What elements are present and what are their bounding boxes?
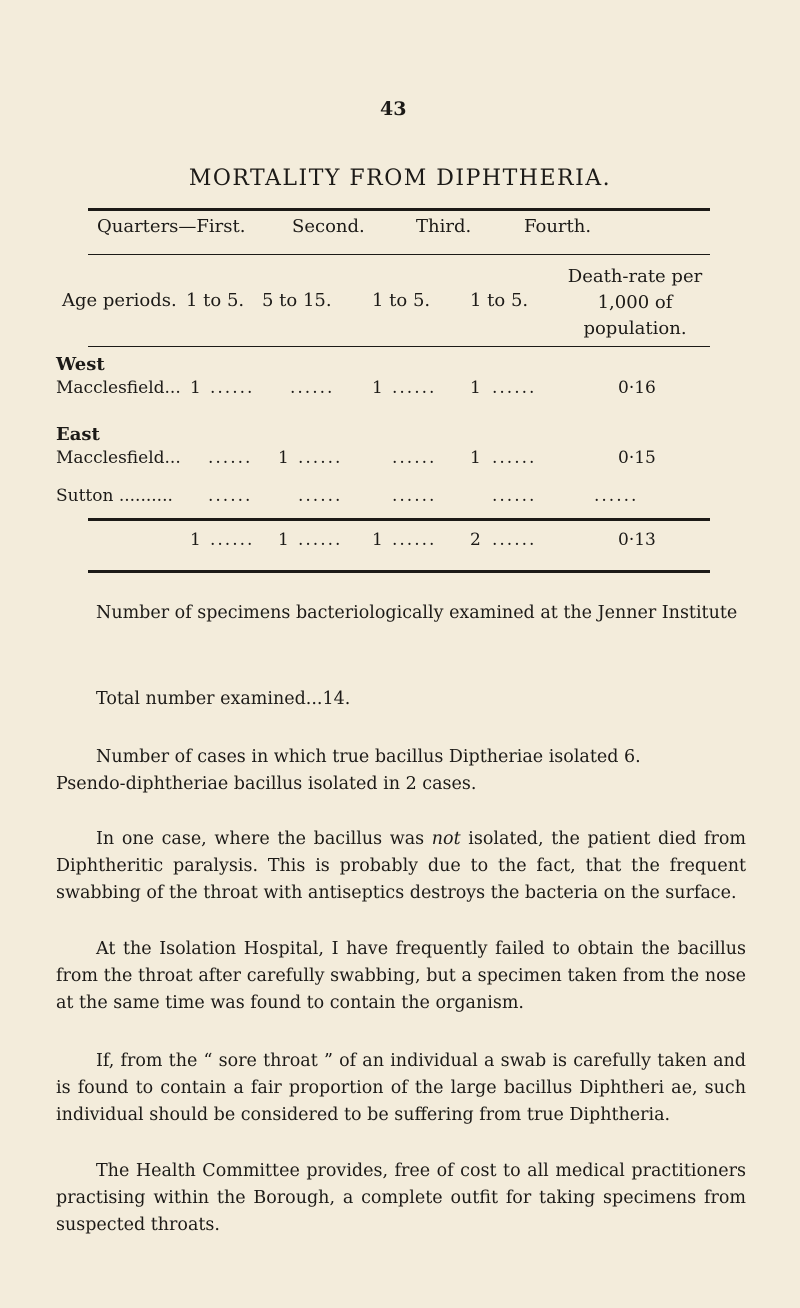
one-case-paragraph	[56, 826, 746, 907]
death-rate-header	[560, 264, 710, 342]
quarters-header: Quarters—First.	[97, 216, 246, 237]
quarter-second-header: Second.	[292, 216, 365, 237]
cell-leader-dots: ......	[392, 378, 437, 398]
pseudo-bacillus-line: Psendo-diphtheriae bacillus isolated in 2 cases.	[56, 774, 477, 794]
row-label-line: Macclesfield...	[56, 448, 181, 468]
cell-leader-dots: ......	[210, 530, 255, 550]
specimens-paragraph: Number of specimens bacteriologically examined at the Jenner Institute	[96, 603, 738, 623]
cell-leader-dots: ......	[492, 530, 537, 550]
table-cell: 1	[372, 378, 383, 398]
total-rate-cell: 0·13	[618, 530, 656, 550]
cell-leader-dots: ......	[392, 530, 437, 550]
table-cell: ......	[208, 448, 253, 468]
death-rate-cell: ......	[594, 486, 639, 506]
death-rate-header-line: population.	[583, 318, 687, 339]
column-header-rule	[88, 346, 710, 347]
emphasis-text: not	[431, 829, 461, 849]
body-paragraph	[56, 936, 746, 1017]
cell-leader-dots: ......	[298, 448, 343, 468]
table-cell: 1	[470, 448, 481, 468]
death-rate-header-line: 1,000 of	[597, 292, 673, 313]
quarter-fourth-header: Fourth.	[524, 216, 592, 237]
table-top-rule	[88, 208, 710, 211]
death-rate-cell: 0·15	[618, 448, 656, 468]
death-rate-cell: 0·16	[618, 378, 656, 398]
death-rate-header-line: Death-rate per	[567, 266, 703, 287]
table-cell: ......	[298, 486, 343, 506]
paragraph-text: In one case, where the bacillus was	[96, 829, 432, 849]
true-bacillus-line: Number of cases in which true bacillus Diptheriae isolated 6.	[96, 747, 641, 767]
total-cell: 2	[470, 530, 481, 550]
body-paragraph	[56, 744, 746, 798]
page-number: 43	[380, 98, 407, 120]
table-cell: ......	[208, 486, 253, 506]
age-period-fourth: 1 to 5.	[470, 290, 529, 311]
table-cell: 1	[190, 378, 201, 398]
age-period-first: 1 to 5.	[186, 290, 245, 311]
age-periods-label: Age periods.	[62, 290, 177, 311]
body-paragraph	[56, 600, 746, 627]
table-cell: 1	[278, 448, 289, 468]
table-cell: 1	[470, 378, 481, 398]
body-paragraph	[56, 1158, 746, 1239]
paragraph-text: isolated, the patient died from Diphtheritic paralysis. This is probably due to the fact, that the frequent swabbing of the throat with antiseptics destroys the bacteria on the surface.	[56, 829, 747, 903]
table-bottom-rule	[88, 570, 710, 573]
age-period-third: 1 to 5.	[372, 290, 431, 311]
table-cell: ......	[492, 486, 537, 506]
row-label-line: Sutton ..........	[56, 486, 173, 506]
cell-leader-dots: ......	[298, 530, 343, 550]
quarter-third-header: Third.	[416, 216, 472, 237]
body-paragraph	[56, 1048, 746, 1129]
isolation-hospital-paragraph: At the Isolation Hospital, I have frequently failed to obtain the bacillus from the throat after carefully swabbing, but a specimen taken from the nose at the same time was found to contain the organism.	[56, 939, 746, 1013]
table-cell: ......	[392, 486, 437, 506]
body-paragraph	[56, 686, 746, 713]
header-rule	[88, 254, 710, 255]
row-label-line: East	[56, 424, 100, 445]
cell-leader-dots: ......	[492, 448, 537, 468]
total-cell: 1	[190, 530, 201, 550]
cell-leader-dots: ......	[210, 378, 255, 398]
total-cell: 1	[372, 530, 383, 550]
row-label-line: Macclesfield...	[56, 378, 181, 398]
cell-leader-dots: ......	[492, 378, 537, 398]
table-cell: ......	[392, 448, 437, 468]
age-period-second: 5 to 15.	[262, 290, 332, 311]
row-label-line: West	[56, 354, 105, 375]
total-examined-line: Total number examined...14.	[96, 689, 351, 709]
sore-throat-paragraph: If, from the “ sore throat ” of an individual a swab is carefully taken and is found to contain a fair proportion of the large bacillus Diphtheri ae, such individual should be considered to be suffering from true Diphtheria.	[56, 1051, 746, 1125]
health-committee-paragraph: The Health Committee provides, free of cost to all medical practitioners practising within the Borough, a complete outfit for taking specimens from suspected throats.	[56, 1161, 746, 1235]
total-cell: 1	[278, 530, 289, 550]
body-paragraph	[56, 826, 746, 907]
table-cell: ......	[290, 378, 335, 398]
page-title: MORTALITY FROM DIPHTHERIA.	[188, 166, 612, 191]
totals-top-rule	[88, 518, 710, 521]
